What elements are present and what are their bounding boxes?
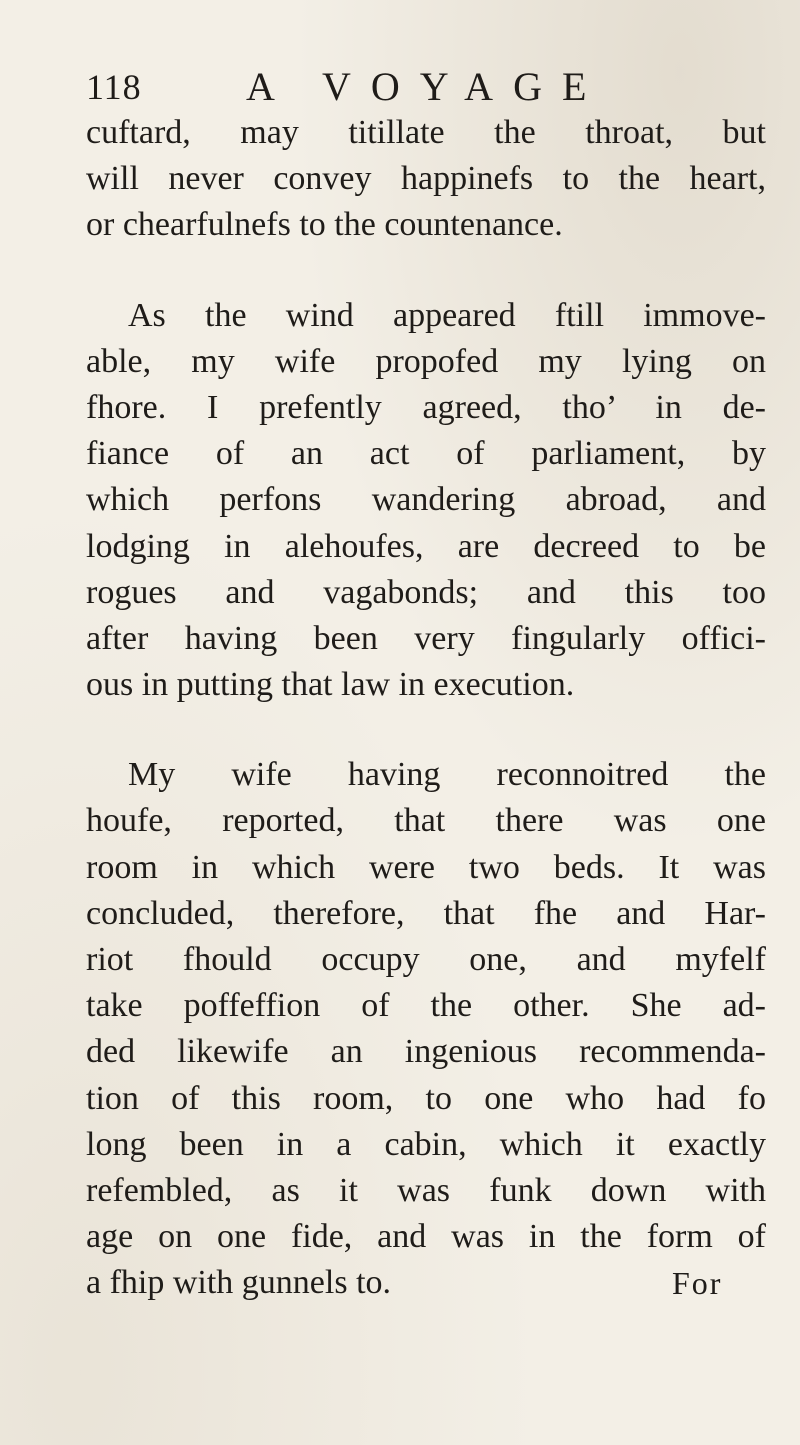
body-text: [86, 110, 766, 1307]
page-number: 118: [86, 67, 142, 107]
text-line: refembled, as it was funk down with: [86, 1171, 766, 1209]
text-line: ded likewife an ingenious recommenda-: [86, 1033, 766, 1071]
text-line: a fhip with gunnels to.: [86, 1264, 392, 1302]
text-line: after having been very fingularly offici-: [86, 619, 766, 657]
text-line: My wife having reconnoitred the: [128, 756, 766, 794]
catchword: For: [672, 1265, 723, 1301]
text-line: cuftard, may titillate the throat, but: [86, 114, 766, 151]
text-line: room in which were two beds. It was: [86, 848, 766, 886]
text-line: fiance of an act of parliament, by: [86, 435, 766, 473]
text-line: take poffeffion of the other. She ad-: [86, 987, 766, 1025]
running-head: A VOYAGE: [246, 64, 607, 109]
text-line: long been in a cabin, which it exactly: [86, 1125, 766, 1163]
text-line: rogues and vagabonds; and this too: [86, 573, 766, 611]
text-line: fhore. I prefently agreed, tho’ in de-: [86, 388, 766, 426]
paragraph-gap: [86, 249, 766, 293]
text-line: As the wind appeared ftill immove-: [128, 296, 766, 334]
text-line: tion of this room, to one who had fo: [86, 1079, 766, 1117]
text-line: ous in putting that law in execution.: [86, 666, 575, 704]
text-line: concluded, therefore, that fhe and Har-: [86, 894, 766, 932]
text-line: or chearfulnefs to the countenance.: [86, 206, 563, 244]
text-line: age on one fide, and was in the form of: [86, 1218, 766, 1256]
text-line: will never convey happinefs to the heart,: [86, 160, 766, 198]
text-line: lodging in alehoufes, are decreed to be: [86, 527, 766, 565]
text-line: able, my wife propofed my lying on: [86, 342, 766, 380]
page-header: [86, 62, 746, 112]
text-line: which perfons wandering abroad, and: [86, 481, 766, 519]
paragraph-gap: [86, 708, 766, 752]
text-line: houfe, reported, that there was one: [86, 802, 766, 840]
text-line: riot fhould occupy one, and myfelf: [86, 941, 766, 978]
